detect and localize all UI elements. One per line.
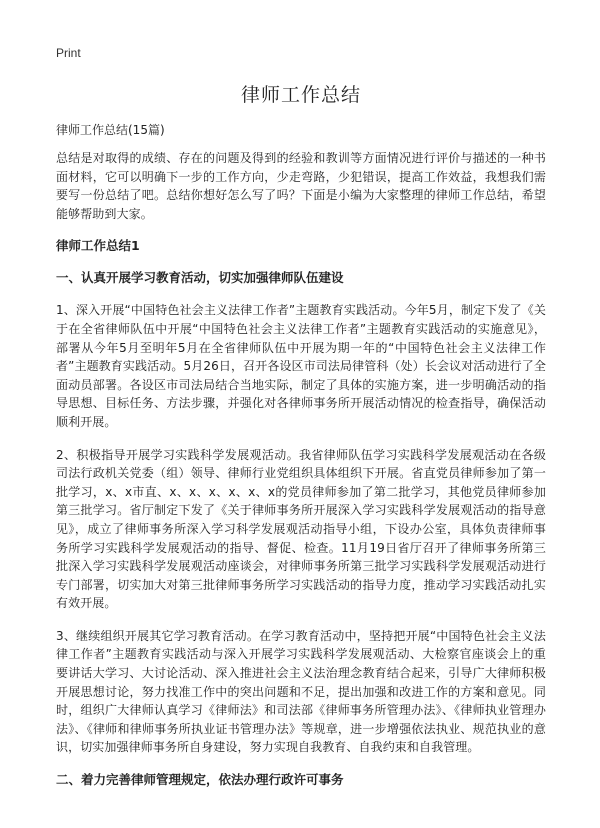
document-body	[56, 80, 546, 803]
intro-paragraph: 总结是对取得的成绩、存在的问题及得到的经验和教训等方面情况进行评价与描述的一种书面材料，它可以明确下一步的工作方向，少走弯路，少犯错误，提高工作效益，我想我们需要写一份总结了吧。总结你想好怎么写了吗？下面是小编为大家整理的律师工作总结，希望能够帮助到大家。	[56, 151, 546, 221]
document-subtitle: 律师工作总结(15篇)	[56, 123, 165, 137]
paragraph-1: 1、深入开展“中国特色社会主义法律工作者”主题教育实践活动。今年5月，制定下发了《关于在全省律师队伍中开展“中国特色社会主义法律工作者”主题教育实践活动的实施意见》，部署从今年5月至明年5月在全省律师队伍中开展为期一年的“中国特色社会主义法律工作者”主题教育实践活动。5月26日，召开各设区市司法局律管科（处）长会议对活动进行了全面动员部署。各设区市司法局结合当地实际，制定了具体的实施方案，进一步明确活动的指导思想、目标任务、方法步骤，并强化对各律师事务所开展活动情况的检查指导，确保活动顺利开展。	[56, 303, 546, 429]
print-link[interactable]: Print	[56, 46, 81, 60]
article-heading: 律师工作总结1	[56, 238, 140, 254]
section-heading-2: 二、着力完善律师管理规定，依法办理行政许可事务	[56, 772, 344, 788]
paragraph-3: 3、继续组织开展其它学习教育活动。在学习教育活动中，坚持把开展“中国特色社会主义法律工作者”主题教育实践活动与深入开展学习实践科学发展观活动、大检察官座谈会上的重要讲话大学习、大讨论活动、深入推进社会主义法治理念教育结合起来，引导广大律师积极开展思想讨论，努力找准工作中的突出问题和不足，提出加强和改进工作的方案和意见。同时，组织广大律师认真学习《律师法》和司法部《律师事务所管理办法》、《律师执业管理办法》、《律师和律师事务所执业证书管理办法》等规章，进一步增强依法执业、规范执业的意识，切实加强律师事务所自身建设，努力实现自我教育、自我约束和自我管理。	[56, 628, 546, 755]
page-title: 律师工作总结	[240, 84, 361, 106]
section-heading-1: 一、认真开展学习教育活动，切实加强律师队伍建设	[56, 270, 344, 286]
paragraph-2: 2、积极指导开展学习实践科学发展观活动。我省律师队伍学习实践科学发展观活动在各级司法行政机关党委（组）领导、律师行业党组织具体组织下开展。省直党员律师参加了第一批学习，x、x市直、x、x、x、x、x、x的党员律师参加了第二批学习，其他党员律师参加第三批学习。省厅制定下发了《关于律师事务所开展深入学习实践科学发展观活动的指导意见》，成立了律师事务所深入学习科学发展观活动指导小组，下设办公室，具体负责律师事务所学习实践科学发展观活动的指导、督促、检查。11月19日省厅召开了律师事务所第三批深入学习实践科学发展观活动座谈会，对律师事务所第三批学习实践科学发展观活动进行专门部署，切实加大对第三批律师事务所学习实践活动的指导力度，推动学习实践活动扎实有效开展。	[56, 447, 546, 611]
